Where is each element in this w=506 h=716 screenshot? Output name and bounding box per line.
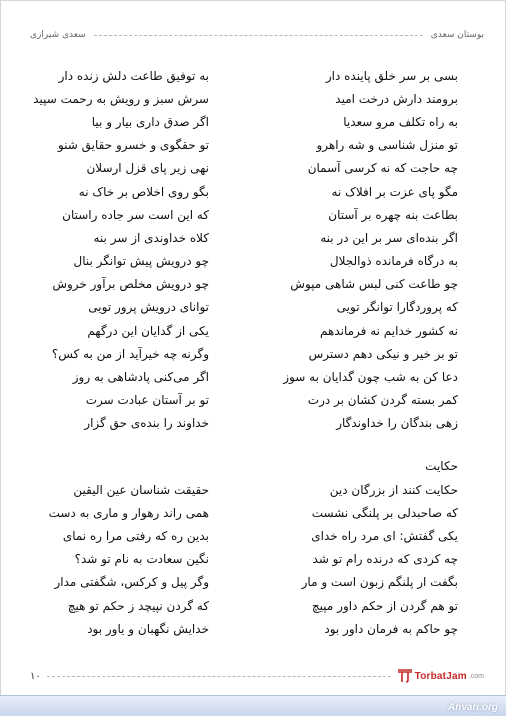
second-hemistich: وگرنه چه خیرآید از من به کس؟ xyxy=(51,346,209,361)
verse-row xyxy=(30,319,468,342)
first-hemistich: به درگاه فرمانده ذوالجلال xyxy=(329,254,458,269)
first-hemistich: چه کردی که درنده رام تو شد xyxy=(312,552,458,567)
verse-row xyxy=(30,412,468,435)
first-hemistich: چو طاعت کنی لبس شاهی مپوش xyxy=(290,277,458,292)
second-hemistich: یکی از گدایان این درگهم xyxy=(87,323,209,338)
first-hemistich: که صاحبدلی بر پلنگی نشست xyxy=(311,505,458,520)
second-hemistich: که این است سر جاده راستان xyxy=(62,207,209,222)
first-hemistich: دعا کن به شب چون گدایان به سوز xyxy=(283,370,458,385)
second-hemistich: چو درویش پیش توانگر بنال xyxy=(73,254,209,269)
second-hemistich: سرش سبز و رویش به رحمت سپید xyxy=(33,91,209,106)
stanza-1 xyxy=(30,64,468,435)
header-divider xyxy=(94,35,423,36)
first-hemistich: تو منزل شناسی و شه راهرو xyxy=(316,138,458,153)
verse-row xyxy=(30,296,468,319)
second-hemistich: اگر می‌کنی پادشاهی به روز xyxy=(72,370,209,385)
verse-row xyxy=(30,64,468,87)
verse-row xyxy=(30,594,468,617)
second-hemistich: نهی زیر پای قزل ارسلان xyxy=(86,161,209,176)
verse-row xyxy=(30,87,468,110)
first-hemistich: چو حاکم به فرمان داور بود xyxy=(324,621,458,636)
verse-row xyxy=(30,134,468,157)
first-hemistich: بگفت ار پلنگم زبون است و مار xyxy=(301,575,458,590)
first-hemistich: برومند دارش درخت امید xyxy=(335,91,458,106)
first-hemistich: که پروردگارا توانگر تویی xyxy=(336,300,458,315)
torbatjam-logo-icon xyxy=(397,669,413,683)
second-hemistich: تو حقگوی و خسرو حقایق شنو xyxy=(57,138,209,153)
verse-row xyxy=(30,157,468,180)
verse-row xyxy=(30,617,468,640)
footer-divider xyxy=(47,676,391,677)
verse-row xyxy=(30,478,468,501)
second-hemistich: به توفیق طاعت دلش زنده دار xyxy=(58,68,209,83)
author-name: سعدی شیرازی xyxy=(30,30,86,40)
second-hemistich: نگین سعادت به نام تو شد؟ xyxy=(74,552,209,567)
second-hemistich: کلاه خداوندی از سر بنه xyxy=(93,230,209,245)
second-hemistich: که گردن نپیچد ز حکم تو هیچ xyxy=(67,598,209,613)
watermark-bar xyxy=(0,695,506,716)
verse-row xyxy=(30,501,468,524)
first-hemistich: بسی بر سر خلق پاینده دار xyxy=(325,68,458,83)
first-hemistich: اگر بنده‌ای سر بر این در بنه xyxy=(320,230,458,245)
first-hemistich: تو هم گردن از حکم داور مپیچ xyxy=(311,598,458,613)
book-title: بوستان سعدی xyxy=(430,30,484,40)
first-hemistich: یکی گفتش: ای مرد راه خدای xyxy=(311,528,458,543)
first-hemistich: چه حاجت که نه کرسی آسمان xyxy=(307,161,458,176)
verse-row xyxy=(30,226,468,249)
brand-suffix: .com xyxy=(468,672,484,680)
verse-row xyxy=(30,273,468,296)
second-hemistich: بدین ره که رفتی مرا ره نمای xyxy=(62,528,209,543)
second-hemistich: وگر پیل و کرکس، شگفتی مدار xyxy=(54,575,209,590)
page-number: ١٠ xyxy=(30,670,41,682)
second-hemistich: چو درویش مخلص برآور خروش xyxy=(52,277,209,292)
verse-row xyxy=(30,365,468,388)
second-hemistich: توانای درویش پرور تویی xyxy=(88,300,209,315)
page-header xyxy=(30,27,484,43)
stanza-2 xyxy=(30,478,468,640)
second-hemistich: خداوند را بنده‌ی حق گزار xyxy=(84,416,209,431)
first-hemistich: کمر بسته گردن کشان بر درت xyxy=(307,393,458,408)
first-hemistich: بطاعت بنه چهره بر آستان xyxy=(328,207,458,222)
page-footer xyxy=(30,668,484,684)
first-hemistich: نه کشور خدایم نه فرماندهم xyxy=(320,323,458,338)
first-hemistich: به راه تکلف مرو سعدیا xyxy=(343,114,458,129)
verse-row xyxy=(30,389,468,412)
first-hemistich: حکایت کنند از بزرگان دین xyxy=(329,482,458,497)
second-hemistich: خدایش نگهبان و یاور بود xyxy=(87,621,209,636)
second-hemistich: همی راند رهوار و ماری به دست xyxy=(48,505,209,520)
verse-row xyxy=(30,548,468,571)
watermark-text: Anvari.org xyxy=(447,702,498,713)
second-hemistich: اگر صدق داری بیار و بیا xyxy=(91,114,209,129)
site-logo[interactable] xyxy=(397,669,484,683)
section-title: حکایت xyxy=(425,459,458,473)
verse-row xyxy=(30,571,468,594)
first-hemistich: زهی بندگان را خداوندگار xyxy=(336,416,458,431)
brand-name: TorbatJam xyxy=(414,670,467,682)
second-hemistich: تو بر آستان عبادت سرت xyxy=(85,393,209,408)
first-hemistich: مگو پای عزت بر افلاک نه xyxy=(331,184,458,199)
verse-row xyxy=(30,203,468,226)
second-hemistich: بگو روی اخلاص بر خاک نه xyxy=(78,184,209,199)
verse-row xyxy=(30,342,468,365)
verse-row xyxy=(30,250,468,273)
verse-row xyxy=(30,180,468,203)
poem-body xyxy=(30,64,468,640)
first-hemistich: تو بر خیر و نیکی دهم دسترس xyxy=(308,346,458,361)
second-hemistich: حقیقت شناسان عین الیقین xyxy=(73,482,209,497)
verse-row xyxy=(30,524,468,547)
verse-row xyxy=(30,110,468,133)
